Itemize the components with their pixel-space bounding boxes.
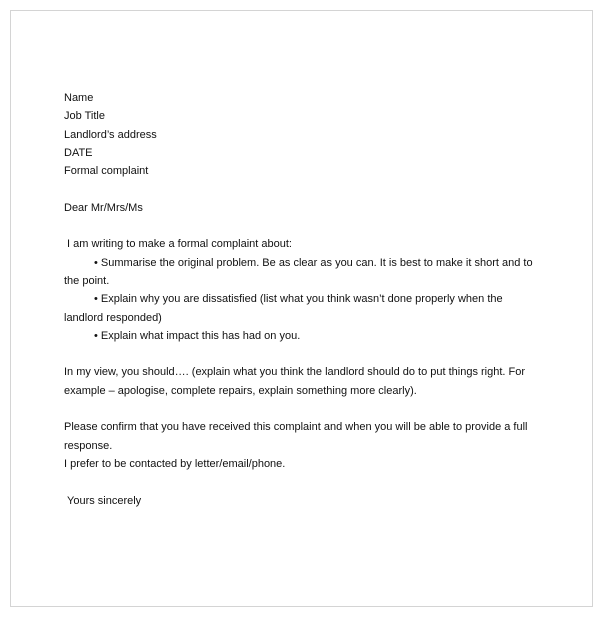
bullet-item: • Explain what impact this has had on you. [94,329,301,342]
document-page [10,10,593,607]
letter-subject: Formal complaint [64,165,149,178]
intro-line: I am writing to make a formal complaint about: [67,238,292,251]
view-paragraph: In my view, you should…. (explain what you think the landlord should do to put things right. For example – apologise, complete repairs, explain something more clearly). [64,366,526,397]
letter-date: DATE [64,146,93,159]
letter-body [64,89,534,510]
confirm-paragraph: Please confirm that you have received this complaint and when you will be able to provide a full response. [64,421,528,452]
spacer [64,400,534,418]
spacer [64,180,534,198]
contact-preference: I prefer to be contacted by letter/email/phone. [64,457,286,470]
salutation: Dear Mr/Mrs/Ms [64,201,143,214]
landlord-address: Landlord’s address [64,128,157,141]
bullet-item: • Explain why you are dissatisfied (list what you think wasn’t done properly when the landlord responded) [64,293,503,324]
spacer [64,217,534,235]
spacer [64,473,534,491]
bullet-item: • Summarise the original problem. Be as clear as you can. It is best to make it short and to the point. [64,256,533,287]
closing: Yours sincerely [67,494,142,507]
spacer [64,345,534,363]
sender-job-title: Job Title [64,110,105,123]
sender-name: Name [64,92,94,104]
